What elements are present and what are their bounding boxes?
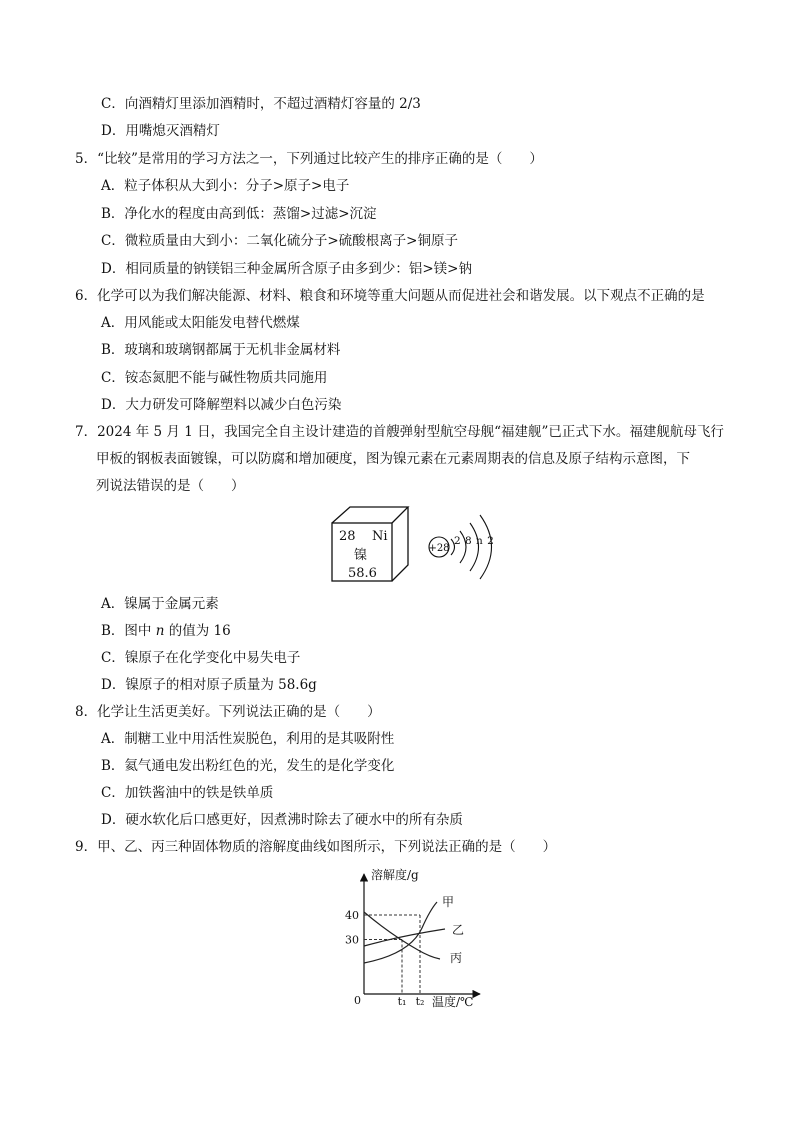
q7-stem-line2: 甲板的钢板表面镀镍，可以防腐和增加硬度，图为镍元素在元素周期表的信息及原子结构示意图，下 — [96, 451, 690, 467]
q7-option-b-variable: n — [155, 623, 165, 639]
q6-option-c: C．铵态氮肥不能与碱性物质共同施用 — [101, 370, 328, 386]
q7-figure — [328, 503, 508, 589]
q7-option-b — [101, 622, 231, 640]
atom-electron-counts: 2 8 n 2 — [454, 535, 495, 547]
curve-series-2 — [364, 929, 445, 946]
q6-option-b: B．玻璃和玻璃钢都属于无机非金属材料 — [101, 342, 341, 358]
solubility-chart-svg — [330, 866, 490, 1016]
q6-option-a: A．用风能或太阳能发电替代燃煤 — [101, 315, 300, 331]
q6-stem: 6．化学可以为我们解决能源、材料、粮食和环境等重大问题从而促进社会和谐发展。以下观点不正确的是 — [75, 288, 705, 304]
q9-stem: 9．甲、乙、丙三种固体物质的溶解度曲线如图所示，下列说法正确的是（ ） — [75, 839, 557, 855]
q5-option-a: A．粒子体积从大到小：分子>原子>电子 — [101, 178, 350, 194]
q7-option-b-suffix: 的值为 16 — [164, 623, 231, 639]
nickel-element-figure — [328, 503, 508, 589]
q8-option-a: A．制糖工业中用活性炭脱色，利用的是其吸附性 — [101, 731, 395, 747]
q6-option-d: D．大力研发可降解塑料以减少白色污染 — [101, 397, 342, 413]
electron-shell-3 — [470, 523, 479, 571]
element-symbol: Ni — [372, 529, 388, 544]
element-atomic-number: 28 — [339, 529, 356, 544]
series-label-2: 乙 — [452, 923, 465, 937]
chart-marks — [345, 895, 464, 1008]
atom-nucleus-charge: +28 — [428, 543, 450, 554]
y-tick-label-40: 40 — [345, 909, 359, 922]
series-label-1: 甲 — [442, 895, 455, 909]
q8-stem: 8．化学让生活更美好。下列说法正确的是（ ） — [75, 704, 381, 720]
q4-option-c: C．向酒精灯里添加酒精时，不超过酒精灯容量的 2/3 — [101, 96, 421, 112]
q7-option-c: C．镍原子在化学变化中易失电子 — [101, 650, 301, 666]
y-tick-label-30: 30 — [345, 933, 359, 947]
x-tick-label-1: t₁ — [397, 995, 407, 1008]
q7-option-a: A．镍属于金属元素 — [101, 596, 219, 612]
electron-shells — [451, 515, 495, 579]
q5-option-d: D．相同质量的钠镁铝三种金属所含原子由多到少：铝>镁>钠 — [101, 261, 472, 277]
element-atomic-mass: 58.6 — [348, 566, 377, 581]
q7-option-d: D．镍原子的相对原子质量为 58.6g — [101, 677, 317, 693]
x-tick-label-2: t₂ — [415, 995, 425, 1008]
q7-stem-line1: 7．2024 年 5 月 1 日，我国完全自主设计建造的首艘弹射型航空母舰“福建舰”已正式下水。福建舰航母飞行 — [75, 424, 724, 440]
q5-stem: 5．“比较”是常用的学习方法之一，下列通过比较产生的排序正确的是（ ） — [75, 151, 543, 167]
q8-option-c: C．加铁酱油中的铁是铁单质 — [101, 785, 274, 801]
y-axis-label: 溶解度/g — [371, 868, 419, 882]
q5-option-b: B．净化水的程度由高到低：蒸馏>过滤>沉淀 — [101, 206, 377, 222]
q8-option-d: D．硬水软化后口感更好，因煮沸时除去了硬水中的所有杂质 — [101, 812, 463, 828]
q7-stem-line3: 列说法错误的是（ ） — [96, 478, 245, 494]
origin-label: 0 — [354, 994, 361, 1007]
element-name: 镍 — [354, 548, 368, 563]
q5-option-c: C．微粒质量由大到小：二氧化硫分子>硫酸根离子>铜原子 — [101, 233, 458, 249]
element-cell-side — [392, 507, 408, 581]
q7-option-b-prefix: B．图中 — [101, 623, 156, 639]
solubility-chart — [330, 866, 490, 1016]
series-label-3: 丙 — [450, 951, 463, 965]
element-cell-top — [332, 507, 408, 523]
electron-shell-4 — [480, 515, 492, 579]
q8-option-b: B．氦气通电发出粉红色的光，发生的是化学变化 — [101, 758, 395, 774]
x-axis-label: 温度/℃ — [432, 995, 474, 1009]
q4-option-d: D．用嘴熄灭酒精灯 — [101, 123, 220, 139]
